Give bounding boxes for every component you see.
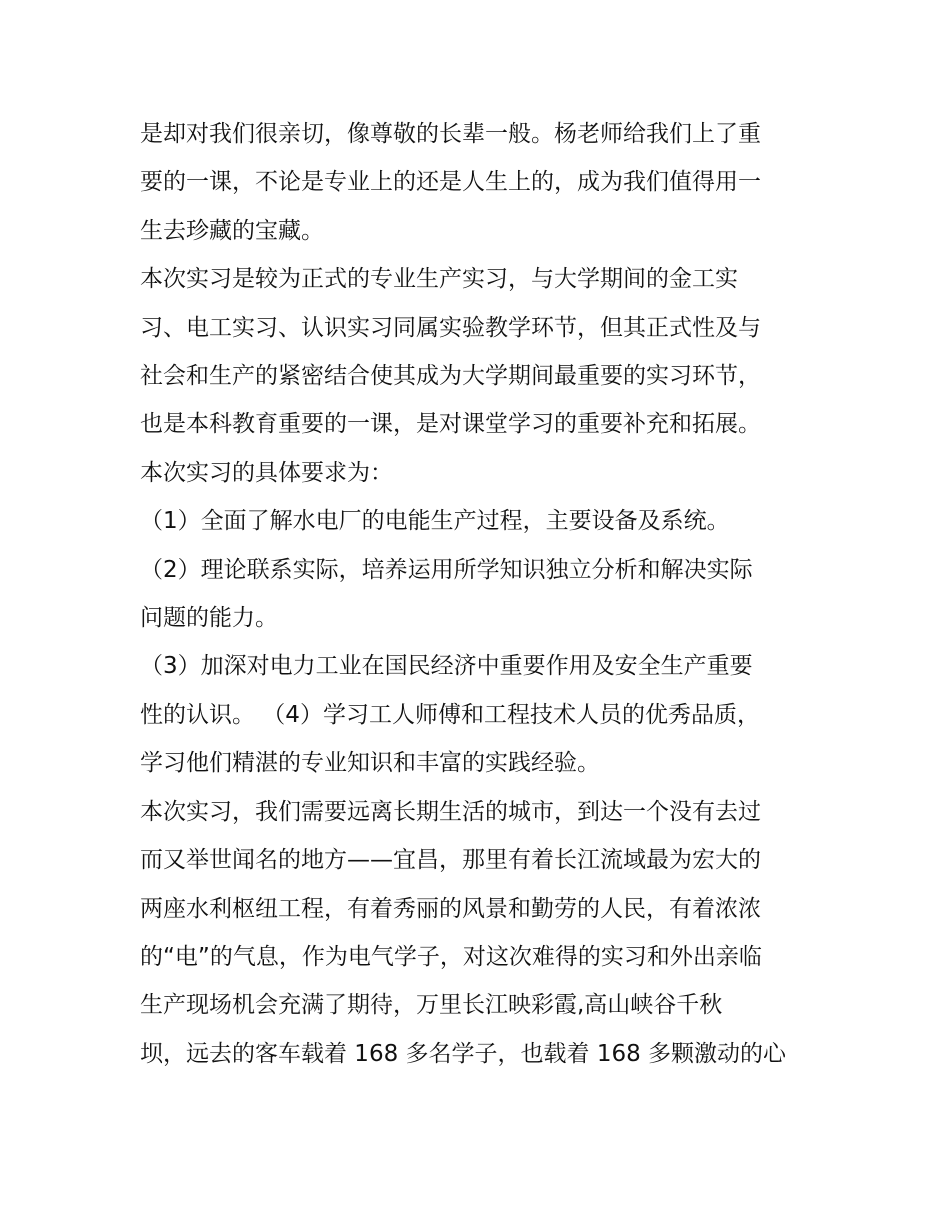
text-line: 坝，远去的客车载着 168 多名学子，也载着 168 多颗激动的心 xyxy=(140,1040,787,1067)
text-line: （1）全面了解水电厂的电能生产过程，主要设备及系统。 xyxy=(140,508,730,535)
text-line: 本次实习是较为正式的专业生产实习，与大学期间的金工实 xyxy=(140,266,738,293)
body-text xyxy=(140,110,820,1078)
text-line: 问题的能力。 xyxy=(140,605,278,632)
text-line: 两座水利枢纽工程，有着秀丽的风景和勤劳的人民，有着浓浓 xyxy=(140,895,761,922)
text-line: 性的认识。 （4）学习工人师傅和工程技术人员的优秀品质， xyxy=(140,701,760,728)
text-line: 学习他们精湛的专业知识和丰富的实践经验。 xyxy=(140,750,600,777)
text-line: 本次实习的具体要求为： xyxy=(140,459,393,486)
text-line: 也是本科教育重要的一课，是对课堂学习的重要补充和拓展。 xyxy=(140,411,761,438)
text-line: 本次实习，我们需要远离长期生活的城市，到达一个没有去过 xyxy=(140,798,761,825)
text-line: 社会和生产的紧密结合使其成为大学期间最重要的实习环节， xyxy=(140,363,761,390)
text-line: （2）理论联系实际，培养运用所学知识独立分析和解决实际 xyxy=(140,556,753,583)
text-line: 的“电”的气息，作为电气学子，对这次难得的实习和外出亲临 xyxy=(140,943,762,970)
text-line: 生去珍藏的宝藏。 xyxy=(140,217,324,244)
text-line: 而又举世闻名的地方——宜昌，那里有着长江流域最为宏大的 xyxy=(140,847,761,874)
text-line: （3）加深对电力工业在国民经济中重要作用及安全生产重要 xyxy=(140,653,753,680)
text-line: 要的一课，不论是专业上的还是人生上的，成为我们值得用一 xyxy=(140,169,761,196)
text-line: 习、电工实习、认识实习同属实验教学环节，但其正式性及与 xyxy=(140,314,761,341)
text-line: 是却对我们很亲切，像尊敬的长辈一般。杨老师给我们上了重 xyxy=(140,121,761,147)
text-line: 生产现场机会充满了期待，万里长江映彩霞,高山峡谷千秋 xyxy=(140,992,723,1019)
